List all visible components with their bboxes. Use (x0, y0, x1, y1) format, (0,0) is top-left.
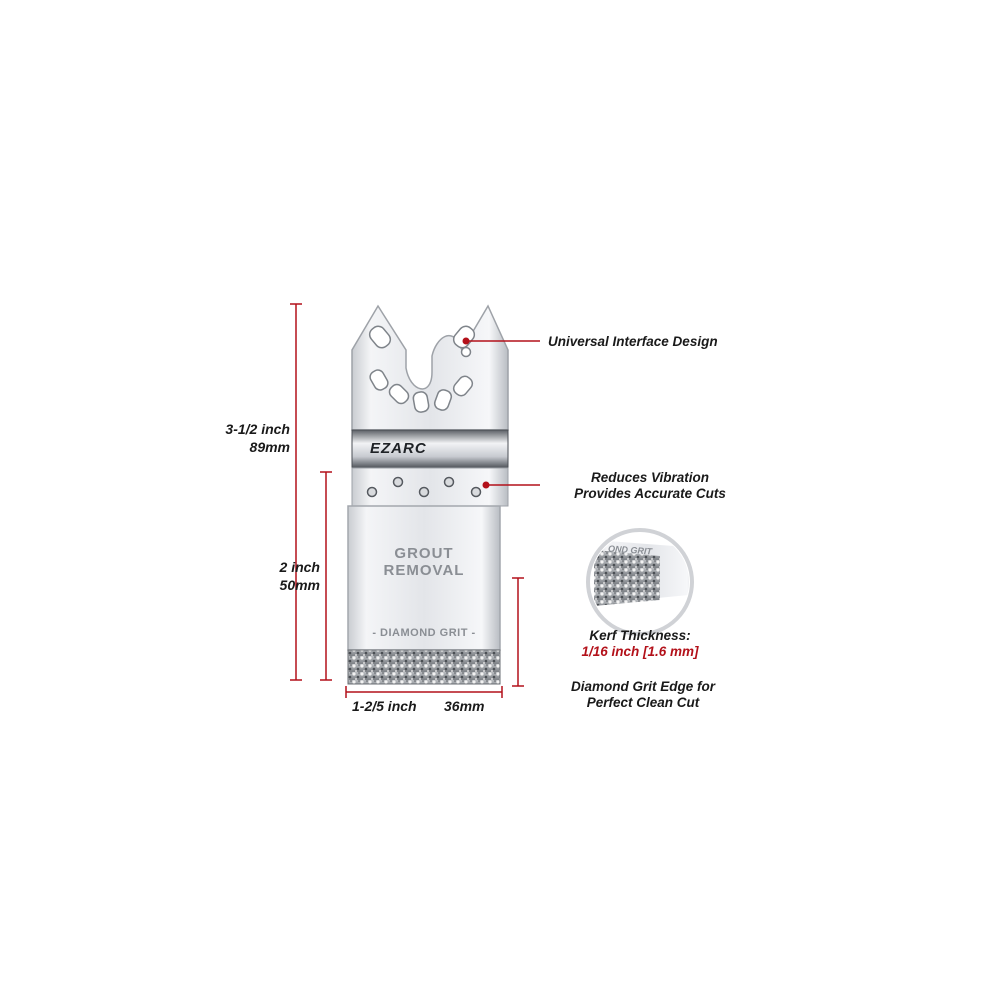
total-length-mm: 89mm (249, 439, 290, 455)
callout-vibration-line1: Reduces Vibration (590, 470, 710, 485)
callout-edge-line2: Perfect Clean Cut (586, 695, 700, 710)
total-length-inch: 3-1/2 inch (225, 421, 290, 437)
width-inch: 1-2/5 inch (352, 698, 417, 714)
callout-interface: Universal Interface Design (548, 334, 718, 349)
blade-print-grit: - DIAMOND GRIT - (372, 627, 476, 639)
callout-kerf-title: Kerf Thickness: (589, 628, 691, 643)
callout-edge-line1: Diamond Grit Edge for (570, 679, 715, 694)
zoom-inset-print: OND GRIT (607, 543, 653, 557)
blade-interface-head (352, 306, 508, 430)
blade-print-line2: REMOVAL (383, 562, 465, 579)
cut-depth-inch: 2 inch (279, 559, 320, 575)
callout-kerf-value: 1/16 inch [1.6 mm] (581, 644, 699, 659)
callout-vibration-line2: Provides Accurate Cuts (574, 486, 726, 501)
width-mm: 36mm (444, 698, 485, 714)
blade-brand-logo: EZARC (370, 440, 427, 457)
cut-depth-mm: 50mm (279, 577, 320, 593)
diamond-grit-edge (348, 650, 500, 684)
blade-print-line1: GROUT (394, 545, 454, 562)
